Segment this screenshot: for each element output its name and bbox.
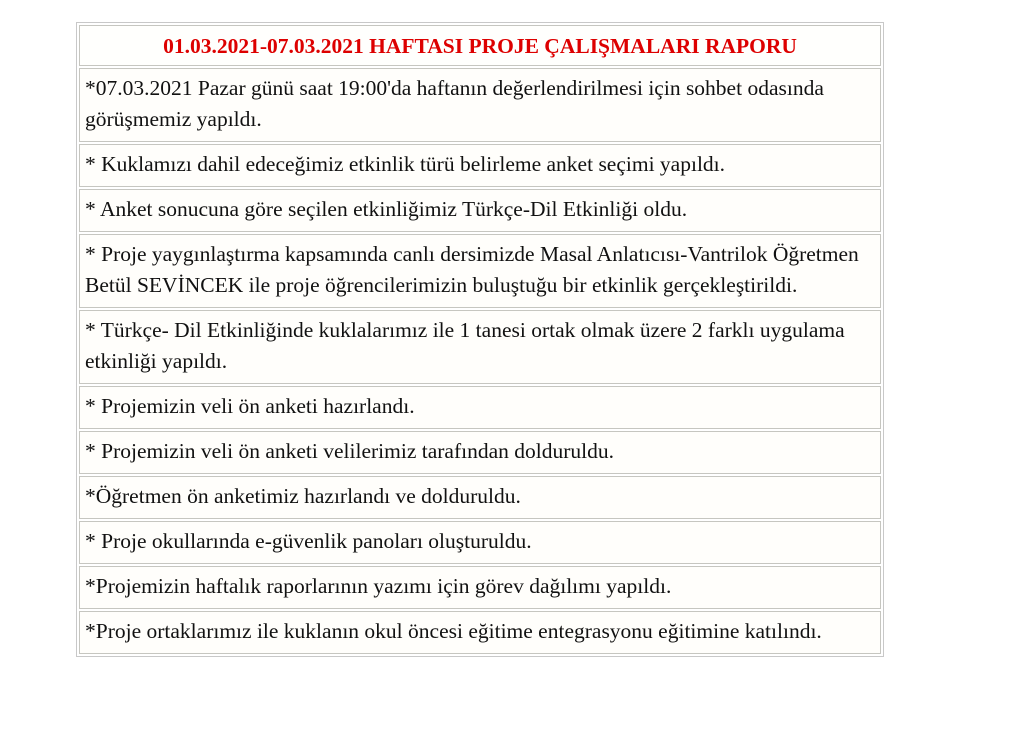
- table-row: [79, 431, 881, 474]
- report-title: 01.03.2021-07.03.2021 HAFTASI PROJE ÇALIŞMALARI RAPORU: [79, 25, 881, 66]
- table-row: [79, 310, 881, 384]
- report-item: * Anket sonucuna göre seçilen etkinliğimiz Türkçe-Dil Etkinliği oldu.: [79, 189, 881, 232]
- report-item: * Projemizin veli ön anketi hazırlandı.: [79, 386, 881, 429]
- table-row: [79, 144, 881, 187]
- table-row: [79, 566, 881, 609]
- table-row: [79, 189, 881, 232]
- table-row: [79, 68, 881, 142]
- report-item: * Proje okullarında e-güvenlik panoları oluşturuldu.: [79, 521, 881, 564]
- report-item: * Türkçe- Dil Etkinliğinde kuklalarımız ile 1 tanesi ortak olmak üzere 2 farklı uygulama etkinliği yapıldı.: [79, 310, 881, 384]
- report-item: * Kuklamızı dahil edeceğimiz etkinlik türü belirleme anket seçimi yapıldı.: [79, 144, 881, 187]
- report-item: *Projemizin haftalık raporlarının yazımı için görev dağılımı yapıldı.: [79, 566, 881, 609]
- header-row: [79, 25, 881, 66]
- table-row: [79, 386, 881, 429]
- table-row: [79, 476, 881, 519]
- table-row: [79, 521, 881, 564]
- report-container: [76, 22, 884, 657]
- table-row: [79, 234, 881, 308]
- report-item: *07.03.2021 Pazar günü saat 19:00'da haftanın değerlendirilmesi için sohbet odasında görüşmemiz yapıldı.: [79, 68, 881, 142]
- report-item: *Öğretmen ön anketimiz hazırlandı ve dolduruldu.: [79, 476, 881, 519]
- table-row: [79, 611, 881, 654]
- report-table: [76, 22, 884, 657]
- report-item: * Proje yaygınlaştırma kapsamında canlı dersimizde Masal Anlatıcısı-Vantrilok Öğretmen Betül SEVİNCEK ile proje öğrencilerimizin buluştuğu bir etkinlik gerçekleştirildi.: [79, 234, 881, 308]
- report-item: * Projemizin veli ön anketi velilerimiz tarafından dolduruldu.: [79, 431, 881, 474]
- report-item: *Proje ortaklarımız ile kuklanın okul öncesi eğitime entegrasyonu eğitimine katılındı.: [79, 611, 881, 654]
